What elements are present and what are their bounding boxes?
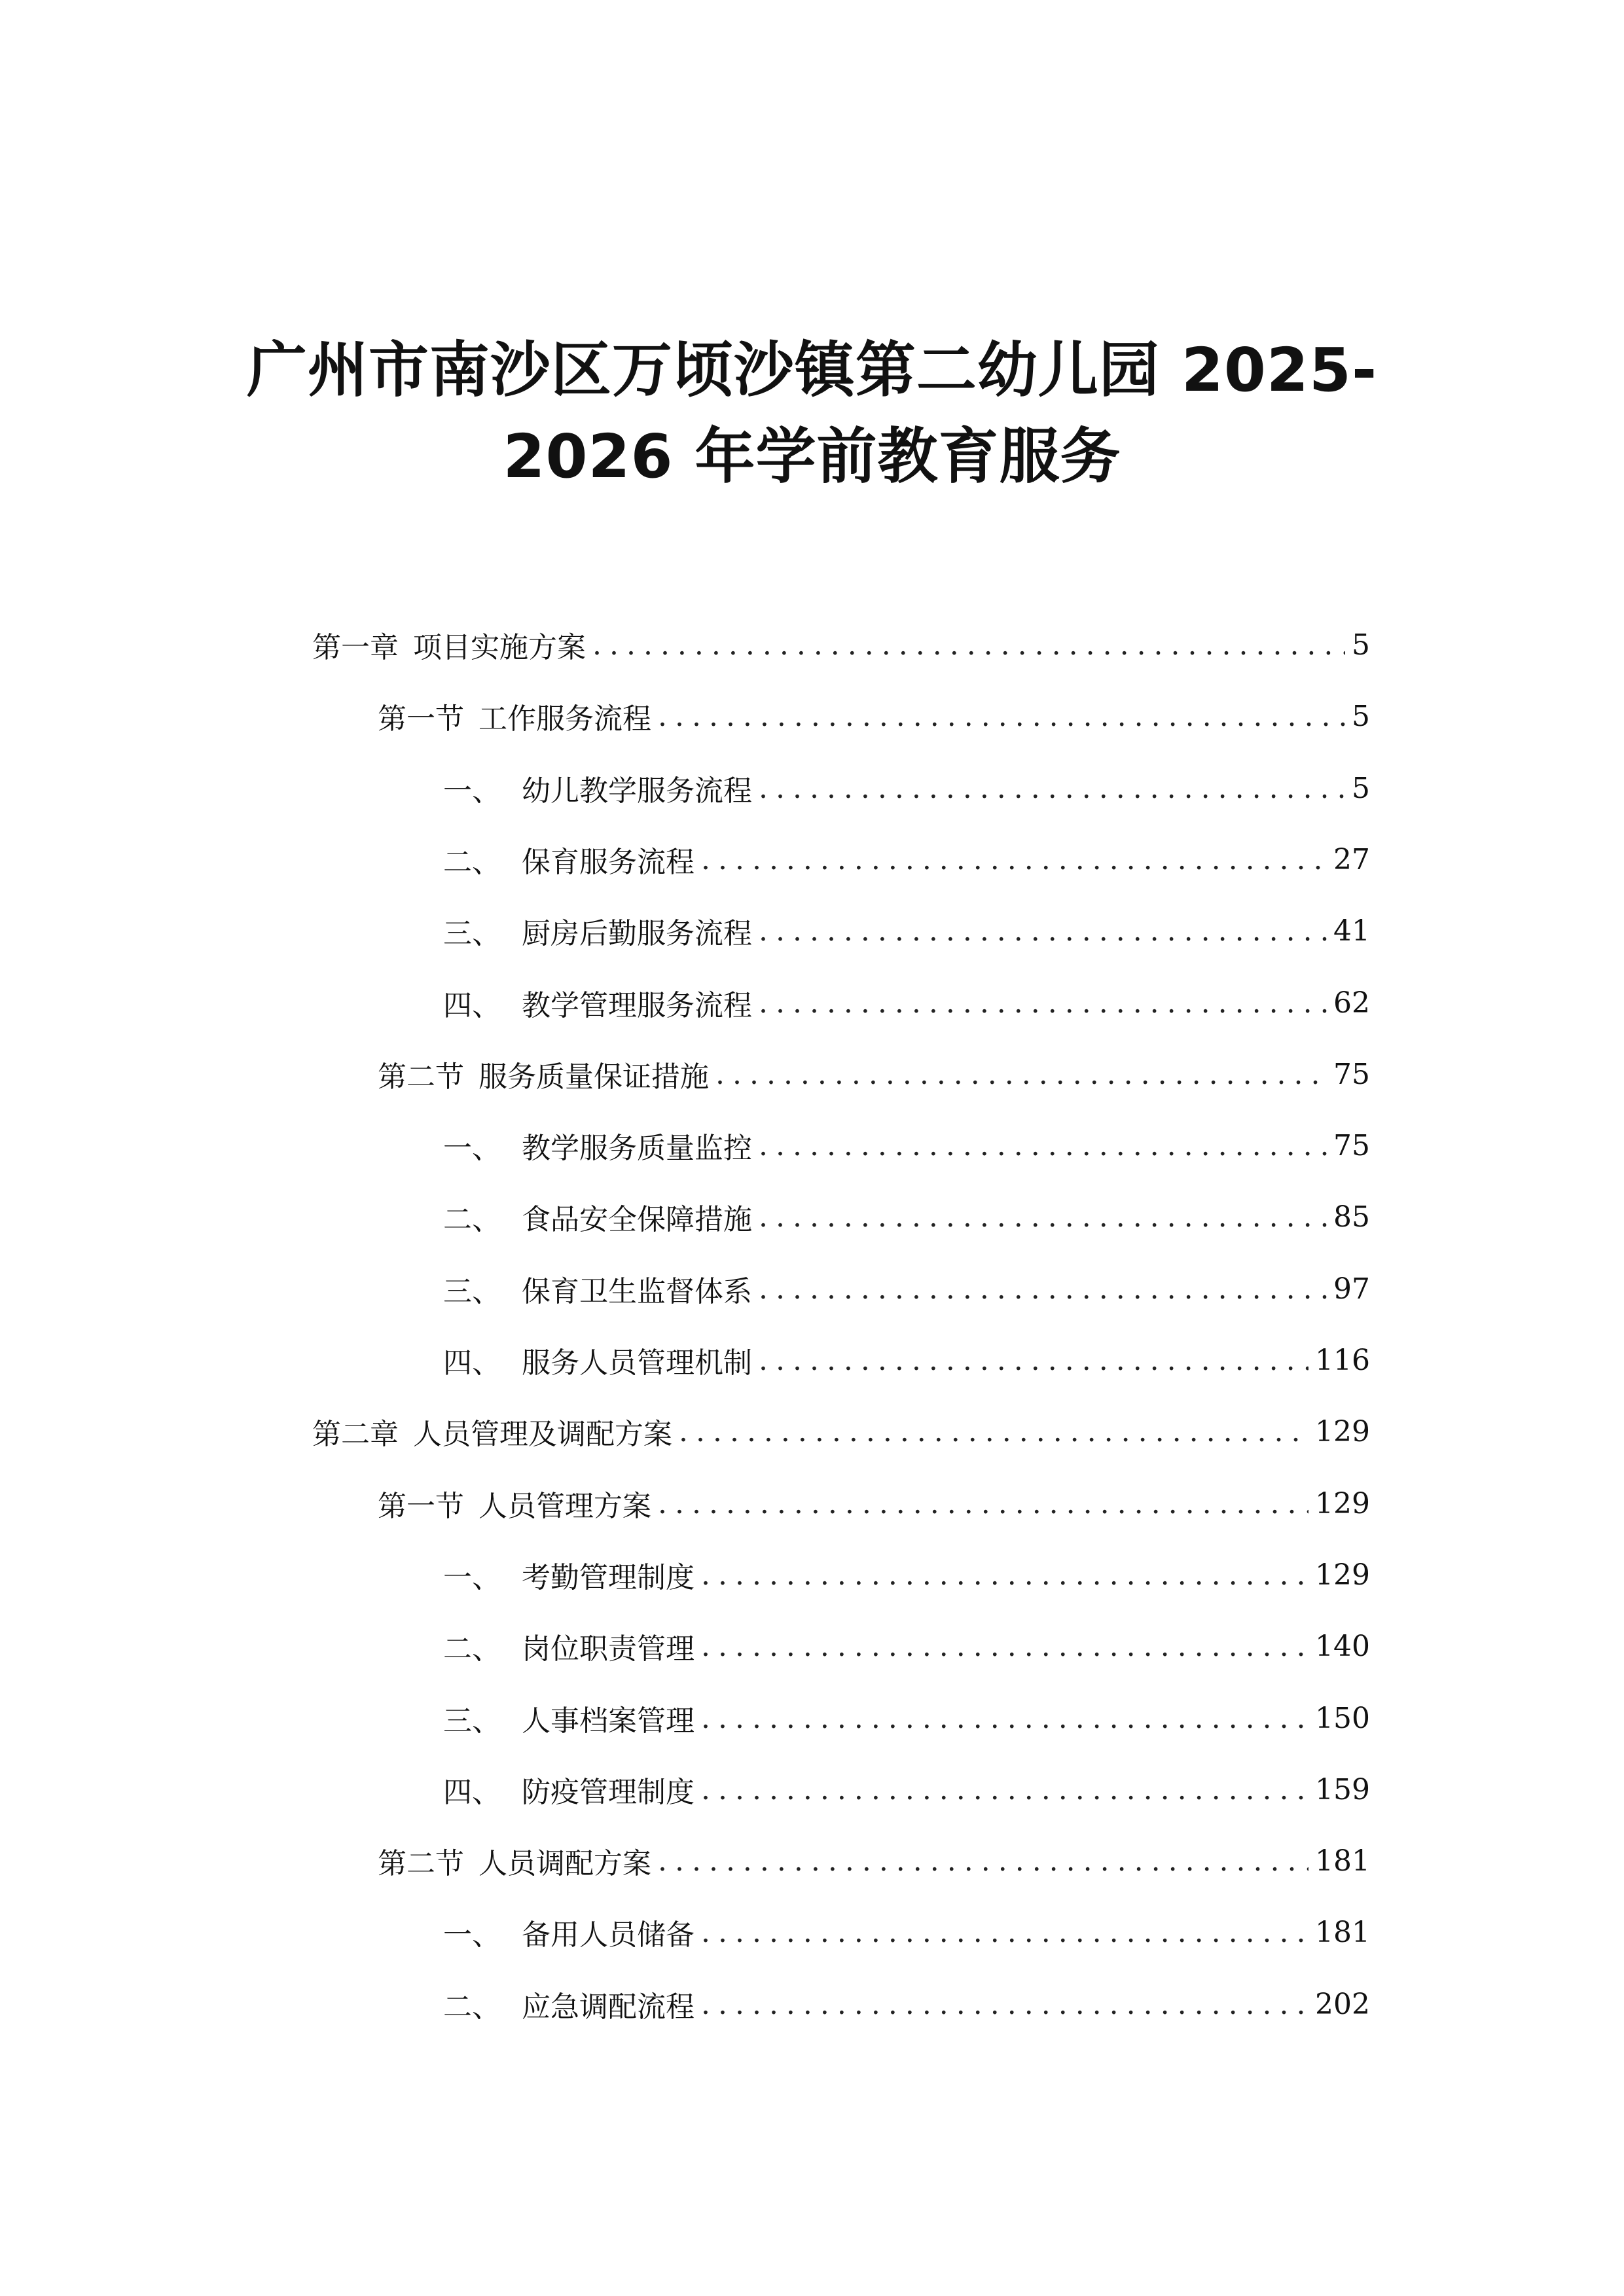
toc-entry[interactable] xyxy=(378,1835,1370,1887)
toc-page-number: 5 xyxy=(1352,771,1370,805)
toc-page-number: 62 xyxy=(1333,986,1370,1020)
toc-entry-label: 防疫管理制度 xyxy=(522,1776,695,1809)
toc-dot-leader xyxy=(701,1630,1308,1663)
toc-entry-label: 保育卫生监督体系 xyxy=(522,1275,752,1308)
toc-dot-leader xyxy=(701,1702,1308,1735)
toc-dot-leader xyxy=(759,1200,1327,1234)
toc-entry-number: 一、 xyxy=(443,1132,501,1165)
toc-entry[interactable] xyxy=(443,1692,1370,1744)
toc-entry-number: 第一节 xyxy=(378,702,464,736)
toc-entry[interactable] xyxy=(443,762,1370,814)
toc-entry-label: 服务质量保证措施 xyxy=(478,1060,709,1094)
toc-entry-number: 第一节 xyxy=(378,1490,464,1523)
toc-entry[interactable] xyxy=(443,1549,1370,1601)
toc-dot-leader xyxy=(679,1415,1308,1448)
toc-entry-number: 二、 xyxy=(443,846,501,879)
toc-dot-leader xyxy=(759,772,1345,805)
toc-entry-number: 三、 xyxy=(443,1275,501,1308)
toc-entry-label: 保育服务流程 xyxy=(522,846,695,879)
toc-entry-label: 教学服务质量监控 xyxy=(522,1132,752,1165)
toc-page-number: 75 xyxy=(1333,1128,1370,1162)
toc-page-number: 129 xyxy=(1315,1486,1370,1520)
toc-dot-leader xyxy=(759,986,1327,1020)
toc-page-number: 129 xyxy=(1315,1558,1370,1592)
toc-entry-number: 三、 xyxy=(443,917,501,950)
toc-page-number: 116 xyxy=(1315,1343,1370,1377)
toc-entry-number: 四、 xyxy=(443,1776,501,1809)
toc-entry-number: 一、 xyxy=(443,774,501,808)
toc-entry-label: 工作服务流程 xyxy=(478,702,651,736)
toc-entry-label: 人员管理及调配方案 xyxy=(413,1418,672,1451)
toc-entry[interactable] xyxy=(378,1477,1370,1530)
toc-entry-label: 应急调配流程 xyxy=(522,1990,695,2024)
toc-page-number: 97 xyxy=(1333,1272,1370,1306)
toc-entry[interactable] xyxy=(443,1191,1370,1243)
toc-entry[interactable] xyxy=(443,905,1370,957)
toc-entry-label: 幼儿教学服务流程 xyxy=(522,774,752,808)
toc-entry[interactable] xyxy=(443,1119,1370,1172)
toc-entry-label: 服务人员管理机制 xyxy=(522,1346,752,1380)
toc-page-number: 140 xyxy=(1315,1629,1370,1663)
toc-entry-number: 三、 xyxy=(443,1704,501,1738)
document-title-line-2: 2026 年学前教育服务 xyxy=(503,422,1121,492)
toc-entry-label: 备用人员储备 xyxy=(522,1918,695,1952)
toc-entry-label: 人事档案管理 xyxy=(522,1704,695,1738)
toc-page-number: 41 xyxy=(1333,914,1370,948)
toc-entry-label: 岗位职责管理 xyxy=(522,1632,695,1666)
toc-page-number: 181 xyxy=(1315,1844,1370,1878)
toc-dot-leader xyxy=(658,700,1345,733)
toc-entry[interactable] xyxy=(312,1405,1370,1458)
toc-dot-leader xyxy=(658,1844,1308,1878)
toc-entry-label: 教学管理服务流程 xyxy=(522,989,752,1022)
toc-dot-leader xyxy=(701,1558,1308,1592)
toc-dot-leader xyxy=(701,1988,1308,2021)
toc-entry[interactable] xyxy=(443,1334,1370,1386)
toc-entry[interactable] xyxy=(312,619,1370,671)
toc-page-number: 181 xyxy=(1315,1915,1370,1949)
toc-entry-number: 二、 xyxy=(443,1990,501,2024)
toc-dot-leader xyxy=(701,1916,1308,1949)
toc-page-number: 5 xyxy=(1352,699,1370,733)
toc-page-number: 129 xyxy=(1315,1414,1370,1448)
toc-entry-number: 第二节 xyxy=(378,1847,464,1880)
toc-entry[interactable] xyxy=(443,1978,1370,2030)
toc-entry-number: 四、 xyxy=(443,989,501,1022)
toc-entry-label: 人员管理方案 xyxy=(478,1490,651,1523)
toc-entry[interactable] xyxy=(443,1263,1370,1315)
toc-entry-number: 四、 xyxy=(443,1346,501,1380)
toc-page-number: 159 xyxy=(1315,1772,1370,1806)
toc-entry-number: 二、 xyxy=(443,1203,501,1236)
toc-entry-label: 食品安全保障措施 xyxy=(522,1203,752,1236)
toc-page-number: 27 xyxy=(1333,842,1370,876)
toc-dot-leader xyxy=(658,1487,1308,1520)
toc-dot-leader xyxy=(759,1344,1308,1377)
toc-entry[interactable] xyxy=(443,1906,1370,1958)
toc-dot-leader xyxy=(759,1129,1327,1162)
toc-entry-label: 项目实施方案 xyxy=(413,631,586,664)
toc-entry[interactable] xyxy=(378,1048,1370,1100)
toc-entry-label: 厨房后勤服务流程 xyxy=(522,917,752,950)
toc-entry-number: 二、 xyxy=(443,1632,501,1666)
toc-page-number: 5 xyxy=(1352,628,1370,662)
toc-entry-number: 第二节 xyxy=(378,1060,464,1094)
toc-entry[interactable] xyxy=(378,690,1370,742)
toc-entry-label: 考勤管理制度 xyxy=(522,1561,695,1594)
toc-page-number: 150 xyxy=(1315,1701,1370,1735)
toc-dot-leader xyxy=(715,1058,1327,1091)
toc-dot-leader xyxy=(759,914,1327,948)
toc-entry-number: 一、 xyxy=(443,1561,501,1594)
toc-entry[interactable] xyxy=(443,833,1370,886)
document-title-line-1: 广州市南沙区万顷沙镇第二幼儿园 2025- xyxy=(246,335,1378,405)
toc-entry-number: 一、 xyxy=(443,1918,501,1952)
toc-entry-label: 人员调配方案 xyxy=(478,1847,651,1880)
toc-dot-leader xyxy=(701,1773,1308,1806)
toc-page-number: 202 xyxy=(1315,1987,1370,2021)
toc-dot-leader xyxy=(701,843,1327,876)
toc-page-number: 85 xyxy=(1333,1200,1370,1234)
toc-entry-number: 第二章 xyxy=(312,1418,399,1451)
toc-dot-leader xyxy=(759,1272,1327,1306)
toc-entry-number: 第一章 xyxy=(312,631,399,664)
toc-entry[interactable] xyxy=(443,977,1370,1029)
toc-entry[interactable] xyxy=(443,1620,1370,1672)
toc-dot-leader xyxy=(592,628,1345,662)
toc-entry[interactable] xyxy=(443,1763,1370,1816)
toc-page-number: 75 xyxy=(1333,1057,1370,1091)
